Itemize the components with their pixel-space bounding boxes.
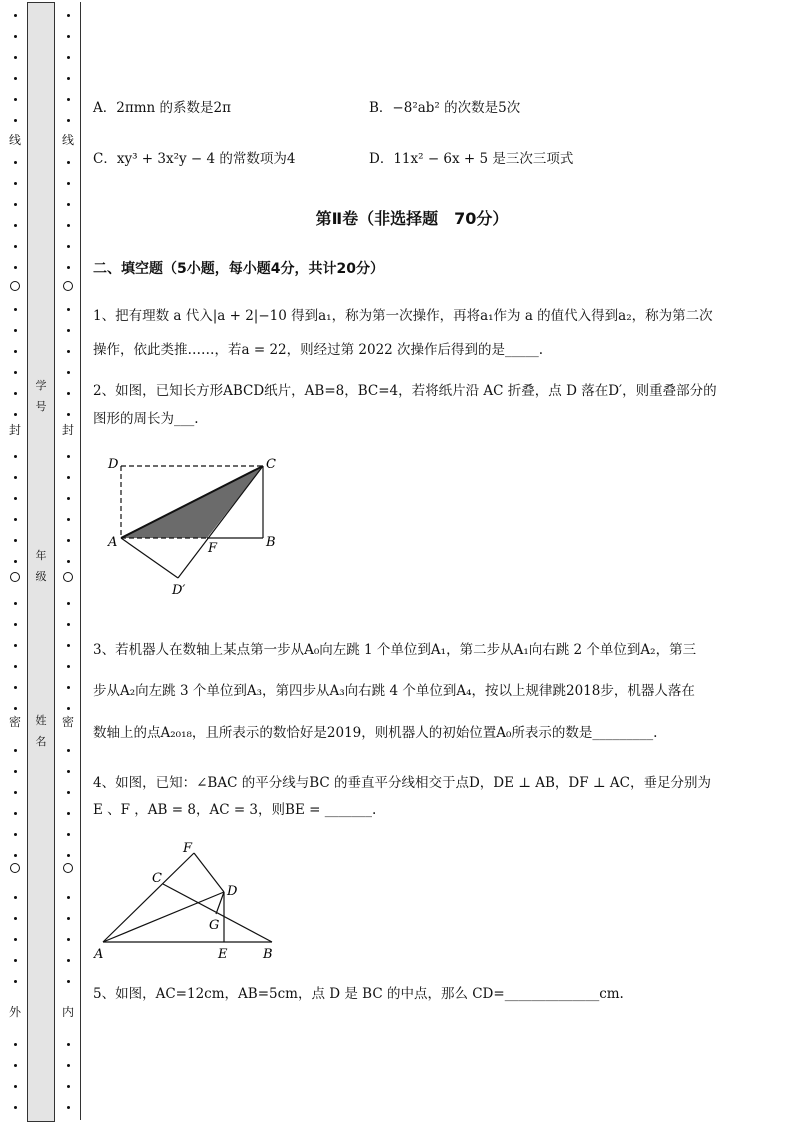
seal-label: 外 xyxy=(8,1005,21,1019)
seal-dot xyxy=(14,77,17,80)
question-3-line-1: 3、若机器人在数轴上某点第一步从A₀向左跳 1 个单位到A₁，第二步从A₁向右跳 2 个单位到A₂，第三 xyxy=(93,642,697,658)
seal-dot xyxy=(14,770,17,773)
seal-dot xyxy=(14,308,17,311)
seal-dot xyxy=(67,455,70,458)
seal-label: 封 xyxy=(8,423,21,437)
seal-dot xyxy=(67,497,70,500)
figure-angle-bisector xyxy=(90,838,290,966)
seal-dot xyxy=(14,1064,17,1067)
seal-dot xyxy=(67,56,70,59)
seal-dot xyxy=(14,917,17,920)
choice-a: A．2πmn 的系数是2π xyxy=(93,100,231,116)
seal-dot xyxy=(67,1106,70,1109)
inner-seal-line xyxy=(61,0,77,1123)
seal-dot xyxy=(14,497,17,500)
seal-dot xyxy=(14,455,17,458)
seal-dot xyxy=(14,392,17,395)
question-3-line-3: 数轴上的点A₂₀₁₈，且所表示的数恰好是2019，则机器人的初始位置A₀所表示的数是_________. xyxy=(93,725,658,741)
seal-dot xyxy=(14,266,17,269)
seal-dot xyxy=(14,518,17,521)
seal-dot xyxy=(14,539,17,542)
fig1-label-dprime: D′ xyxy=(172,583,186,598)
seal-dot xyxy=(67,854,70,857)
seal-dot xyxy=(14,644,17,647)
binding-edge xyxy=(80,2,81,1120)
fig2-label-f: F xyxy=(183,841,193,856)
question-4-line-1: 4、如图，已知：∠BAC 的平分线与BC 的垂直平分线相交于点D，DE ⊥ AB，DF ⊥ AC，垂足分别为 xyxy=(93,775,711,791)
seal-circle xyxy=(63,281,73,291)
binding-margin xyxy=(0,0,82,1123)
question-4-line-2: E 、F ，AB = 8，AC = 3，则BE = _______. xyxy=(93,802,377,818)
seal-dot xyxy=(67,476,70,479)
name-label: 姓名 xyxy=(35,714,47,748)
seal-dot xyxy=(67,644,70,647)
seal-dot xyxy=(67,917,70,920)
seal-label: 线 xyxy=(8,133,21,147)
seal-dot xyxy=(14,938,17,941)
seal-dot xyxy=(67,602,70,605)
figure-rectangle-fold xyxy=(100,450,290,600)
seal-label: 封 xyxy=(61,423,74,437)
fig2-label-d: D xyxy=(227,884,238,899)
seal-dot xyxy=(14,812,17,815)
seal-dot xyxy=(14,833,17,836)
seal-dot xyxy=(67,392,70,395)
fig1-label-d: D xyxy=(108,457,119,472)
seal-dot xyxy=(67,413,70,416)
seal-dot xyxy=(67,812,70,815)
seal-dot xyxy=(14,602,17,605)
seal-dot xyxy=(67,245,70,248)
part-title: 第Ⅱ卷（非选择题 70分） xyxy=(315,209,509,228)
seal-dot xyxy=(14,1043,17,1046)
seal-dot xyxy=(67,77,70,80)
seal-dot xyxy=(67,182,70,185)
seal-dot xyxy=(67,791,70,794)
seal-label: 密 xyxy=(61,715,74,729)
choice-b: B．−8²ab² 的次数是5次 xyxy=(369,100,521,116)
fig2-label-c: C xyxy=(152,871,162,886)
seal-dot xyxy=(14,350,17,353)
seal-dot xyxy=(67,896,70,899)
seal-dot xyxy=(14,791,17,794)
seal-dot xyxy=(14,854,17,857)
choice-d: D．11x² − 6x + 5 是三次三项式 xyxy=(369,151,574,167)
fig1-label-c: C xyxy=(266,457,276,472)
seal-dot xyxy=(14,413,17,416)
seal-dot xyxy=(14,749,17,752)
section-heading: 二、填空题（5小题，每小题4分，共计20分） xyxy=(93,261,384,277)
seal-dot xyxy=(67,686,70,689)
seal-dot xyxy=(67,14,70,17)
seal-dot xyxy=(67,266,70,269)
seal-dot xyxy=(67,938,70,941)
fig2-label-a: A xyxy=(94,947,104,962)
seal-circle xyxy=(10,572,20,582)
fig2-label-g: G xyxy=(209,918,220,933)
seal-circle xyxy=(10,281,20,291)
seal-dot xyxy=(14,980,17,983)
question-2-line-2: 图形的周长为___. xyxy=(93,411,199,427)
seal-dot xyxy=(67,308,70,311)
seal-dot xyxy=(67,1043,70,1046)
seal-dot xyxy=(14,35,17,38)
seal-dot xyxy=(67,329,70,332)
seal-dot xyxy=(67,707,70,710)
seal-label: 内 xyxy=(61,1005,74,1019)
seal-dot xyxy=(14,98,17,101)
seal-dot xyxy=(14,959,17,962)
seal-dot xyxy=(14,686,17,689)
seal-dot xyxy=(67,770,70,773)
outer-seal-line xyxy=(8,0,24,1123)
question-1-line-1: 1、把有理数 a 代入|a + 2|−10 得到a₁，称为第一次操作，再将a₁作为 a 的值代入得到a₂，称为第二次 xyxy=(93,308,713,324)
seal-dot xyxy=(14,623,17,626)
question-1-line-2: 操作，依此类推……，若a = 22，则经过第 2022 次操作后得到的是_____. xyxy=(93,342,544,358)
seal-dot xyxy=(67,35,70,38)
seal-dot xyxy=(67,560,70,563)
seal-dot xyxy=(14,707,17,710)
seal-dot xyxy=(14,1106,17,1109)
seal-dot xyxy=(14,665,17,668)
question-2-line-1: 2、如图，已知长方形ABCD纸片，AB=8，BC=4，若将纸片沿 AC 折叠，点 D 落在D′，则重叠部分的 xyxy=(93,383,717,399)
seal-dot xyxy=(14,245,17,248)
seal-dot xyxy=(67,98,70,101)
seal-circle xyxy=(63,863,73,873)
seal-dot xyxy=(67,1064,70,1067)
choice-c: C．xy³ + 3x²y − 4 的常数项为4 xyxy=(93,151,296,167)
seal-circle xyxy=(63,572,73,582)
seal-dot xyxy=(67,623,70,626)
seal-dot xyxy=(14,560,17,563)
fig1-label-a: A xyxy=(108,535,118,550)
student-number-label: 学号 xyxy=(35,379,47,413)
class-label: 年级 xyxy=(35,549,47,583)
seal-dot xyxy=(14,14,17,17)
seal-dot xyxy=(67,161,70,164)
seal-dot xyxy=(14,896,17,899)
seal-dot xyxy=(67,350,70,353)
seal-dot xyxy=(67,518,70,521)
seal-dot xyxy=(67,980,70,983)
seal-dot xyxy=(14,119,17,122)
seal-dot xyxy=(14,476,17,479)
seal-dot xyxy=(14,161,17,164)
seal-dot xyxy=(14,329,17,332)
seal-dot xyxy=(67,959,70,962)
student-info-strip xyxy=(27,2,55,1122)
seal-dot xyxy=(67,665,70,668)
fig1-label-f: F xyxy=(208,541,218,556)
seal-dot xyxy=(67,833,70,836)
seal-label: 线 xyxy=(61,133,74,147)
question-5-line-1: 5、如图，AC=12cm，AB=5cm，点 D 是 BC 的中点，那么 CD=______________cm. xyxy=(93,986,624,1002)
seal-dot xyxy=(67,539,70,542)
seal-dot xyxy=(67,749,70,752)
seal-dot xyxy=(14,56,17,59)
seal-dot xyxy=(67,371,70,374)
fig1-label-b: B xyxy=(266,535,276,550)
question-3-line-2: 步从A₂向左跳 3 个单位到A₃，第四步从A₃向右跳 4 个单位到A₄，按以上规律跳2018步，机器人落在 xyxy=(93,683,695,699)
seal-dot xyxy=(14,182,17,185)
fig2-label-e: E xyxy=(218,947,228,962)
seal-label: 密 xyxy=(8,715,21,729)
seal-dot xyxy=(67,119,70,122)
seal-dot xyxy=(14,1085,17,1088)
fig2-label-b: B xyxy=(263,947,273,962)
seal-circle xyxy=(10,863,20,873)
seal-dot xyxy=(14,371,17,374)
seal-dot xyxy=(67,1085,70,1088)
